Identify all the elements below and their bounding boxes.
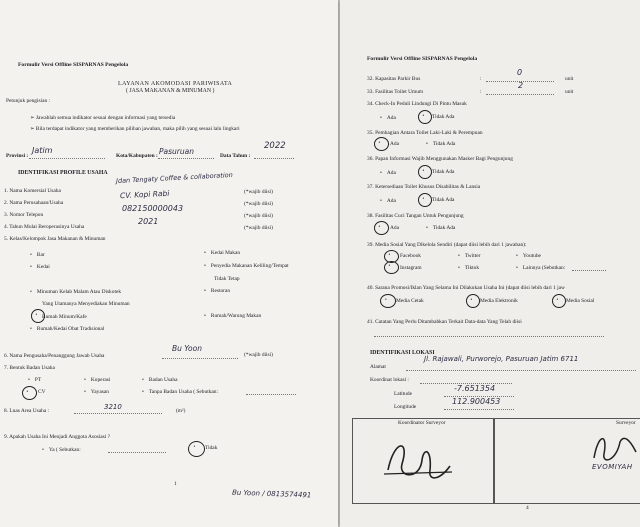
surveyor-name-handwritten: EVOMIYAH [592, 463, 633, 471]
latitude-value[interactable]: -7.651354 [454, 384, 496, 393]
q2-label: 2. Nama Perusahaan/Usaha [4, 200, 64, 206]
q32-label: 32. Kapasitas Parkir Bus [367, 76, 421, 82]
q38-option-ada[interactable]: Ada [390, 225, 399, 231]
bullet-dot: • [388, 264, 391, 269]
selected-circle-mark [418, 110, 432, 124]
q36-option-tidak-ada[interactable]: Tidak Ada [432, 169, 455, 175]
option-bar[interactable]: • Bar [30, 253, 45, 258]
form-page-4 [340, 0, 640, 527]
selected-circle-mark [374, 137, 389, 151]
q1-value[interactable]: Jdan Tengaty Coffee & collaboration [115, 170, 233, 186]
option-tanpa-badan[interactable]: • Tanpa Badan Usaha ( Sebutkan: [142, 390, 218, 395]
form-subtitle: ( JASA MAKANAN & MINUMAN ) [126, 88, 215, 94]
q37-label: 37. Ketersediaan Toilet Khusus Disabilitas & Lansia [367, 184, 481, 190]
colon: : [480, 89, 482, 95]
section-profile-usaha: IDENTIFIKASI PROFILE USAHA [18, 170, 108, 176]
q40-label: 40. Sarana Promosi/Iklan Yang Selama Ini Dilakukan Usaha Ini (dapat diisi lebih dari 1 jaw [367, 285, 565, 291]
q35-label: 35. Pembagian Antara Toilet Laki-Laki & Perempuan [367, 130, 483, 136]
selected-circle-mark [188, 441, 205, 457]
provinsi-value[interactable]: Jatim [32, 146, 53, 155]
q34-label: 34. Check-In Peduli Lindungi Di Pintu Masuk [367, 101, 467, 107]
option-facebook[interactable]: Facebook [400, 253, 421, 259]
q36-option-ada[interactable]: • Ada [380, 171, 396, 176]
bullet-dot: • [378, 225, 381, 230]
q3-label: 3. Nomor Telepon [4, 212, 44, 218]
q1-label: 1. Nama Komersial Usaha [4, 188, 61, 194]
option-kedai-makan[interactable]: • Kedai Makan [204, 251, 240, 256]
q4-value[interactable]: 2021 [138, 217, 159, 226]
q37-option-tidak-ada[interactable]: Tidak Ada [432, 197, 455, 203]
q33-label: 33. Fasilitas Toilet Umum [367, 89, 424, 95]
option-kedai[interactable]: • Kedai [30, 265, 50, 270]
instructions-title: Petunjuk pengisian : [6, 98, 51, 104]
option-tiktok[interactable]: • Tiktok [458, 266, 479, 271]
selected-circle-mark [380, 294, 396, 308]
q6-required: (*wajib diisi) [244, 352, 273, 358]
bullet-dot: • [378, 141, 381, 146]
option-minuman-kelab-cont: Yang Utamanya Menyediakan Minuman [42, 301, 130, 307]
selected-circle-mark [374, 221, 389, 235]
selected-circle-mark [418, 193, 432, 207]
q4-required: (*wajib diisi) [244, 225, 273, 231]
option-cv[interactable]: CV [38, 389, 46, 395]
bullet-dot: • [470, 298, 473, 303]
alamat-value[interactable]: Jl. Rajawali, Purworejo, Pasuruan Jatim 6711 [424, 355, 579, 363]
alamat-label: Alamat [370, 364, 386, 370]
q9-label: 9. Apakah Usaha Ini Menjadi Anggota Asosiasi ? [4, 434, 110, 440]
instruction-2 [30, 127, 240, 132]
surveyor-label: Surveyor [616, 420, 636, 426]
colon: : [480, 76, 482, 82]
option-tidak[interactable]: Tidak [205, 445, 218, 451]
q37-option-ada[interactable]: • Ada [380, 199, 396, 204]
q4-label: 4. Tahun Mulai Beroperasinya Usaha [4, 224, 85, 230]
q35-option-ada[interactable]: Ada [390, 141, 399, 147]
selected-circle-mark [22, 386, 37, 400]
option-penyedia-keliling[interactable]: • Penyedia Makanan Keliling/Tempat [204, 264, 289, 269]
bullet-dot: • [35, 313, 38, 318]
q32-unit: unit [565, 76, 574, 82]
surveyor-signature [590, 428, 640, 468]
option-rumah-warung[interactable]: • Rumah/Warung Makan [204, 314, 261, 319]
q2-value[interactable]: CV. Kopi Rabi [119, 188, 170, 201]
provinsi-label: Provinsi : [6, 153, 29, 159]
bullet-dot: • [556, 298, 559, 303]
q39-label: 39. Media Sosial Yang Dikelola Sendiri (dapat diisi lebih dari 1 jawaban): [367, 242, 527, 248]
q33-value[interactable]: 2 [518, 81, 524, 90]
option-rumah-minum[interactable]: Rumah Minum/Kafe [42, 314, 87, 320]
option-instagram[interactable]: Instagram [400, 265, 422, 271]
tahun-label: Data Tahun : [220, 153, 251, 159]
tahun-value[interactable]: 2022 [264, 141, 286, 151]
q8-value[interactable]: 3210 [104, 403, 122, 411]
section-identifikasi-lokasi: IDENTIFIKASI LOKASI [370, 350, 435, 356]
option-media-cetak[interactable]: Media Cetak [396, 298, 424, 304]
instruction-2-text: Bila terdapat indikator yang memberikan pilihan jawaban, maka pilih yang sesuai lalu lingkari [35, 126, 240, 132]
selected-circle-mark [31, 309, 45, 323]
footer-handwritten-contact: Bu Yoon / 0813574491 [231, 488, 312, 500]
bullet-dot: • [388, 253, 391, 258]
selected-circle-mark [552, 294, 566, 308]
longitude-label: Longitude [394, 404, 417, 410]
option-penyedia-keliling-cont: Tidak Tetap [214, 276, 240, 282]
instruction-1 [30, 116, 175, 121]
q34-option-tidak-ada[interactable]: Tidak Ada [432, 114, 455, 120]
option-youtube[interactable]: • Youtube [516, 254, 541, 259]
option-badan-usaha[interactable]: • Badan Usaha [142, 378, 177, 383]
q38-option-tidak-ada[interactable]: • Tidak Ada [426, 226, 455, 231]
option-lainnya[interactable]: • Lainnya (Sebutkan: [516, 266, 565, 271]
option-rumah-kedai[interactable]: • Rumah/Kedai Obat Tradisional [30, 327, 104, 332]
koordinator-signature [380, 430, 460, 490]
q8-label: 8. Luas Area Usaha : [4, 408, 50, 414]
selected-circle-mark [384, 261, 399, 274]
bullet-dot: • [193, 445, 196, 450]
option-ya[interactable]: • Ya ( Sebutkan: [42, 448, 81, 453]
selected-circle-mark [466, 294, 480, 308]
q5-label: 5. Kelas/Kelompok Jasa Makanan & Minuman [4, 236, 106, 242]
option-minuman-kelab[interactable]: • Minuman Kelab Malam Atau Diskotek [30, 290, 121, 295]
q36-label: 36. Papan Informasi Wajib Menggunakan Masker Bagi Pengunjung [367, 156, 513, 162]
q8-unit: (m²) [176, 408, 186, 414]
form-title: LAYANAN AKOMODASI PARIWISATA [118, 81, 233, 87]
bullet-dot: • [422, 114, 425, 119]
instruction-1-text: Jawablah semua indikator sesuai dengan informasi yang tersedia [35, 115, 176, 121]
selected-circle-mark [418, 165, 432, 179]
q32-value[interactable]: 0 [517, 68, 523, 77]
bullet-dot: • [26, 390, 29, 395]
option-media-sosial[interactable]: Media Sosial [566, 298, 595, 304]
page-number: 4 [526, 505, 529, 511]
kota-label: Kota/Kabupaten : [116, 153, 158, 159]
option-yayasan[interactable]: • Yayasan [84, 390, 109, 395]
koordinator-label: Koordinator Surveyor [398, 420, 446, 426]
arrow-icon: ➢ [30, 115, 36, 121]
q3-required: (*wajib diisi) [244, 213, 273, 219]
q6-label: 6. Nama Pengusaha/Penanggung Jawab Usaha [4, 353, 105, 359]
bullet-dot: • [385, 298, 387, 303]
option-pt[interactable]: • PT [28, 378, 41, 383]
option-media-elektronik[interactable]: Media Elektronik [480, 298, 518, 304]
bullet-dot: • [422, 169, 425, 174]
page-number: 1 [174, 481, 177, 487]
q1-required: (*wajib diisi) [244, 189, 273, 195]
kota-value[interactable]: Pasuruan [159, 147, 194, 156]
q33-unit: unit [565, 89, 574, 95]
form-header: Formulir Versi Offline SISPARNAS Pengelola [18, 62, 129, 68]
q7-label: 7. Bentuk Badan Usaha [4, 365, 55, 371]
arrow-icon: ➢ [30, 126, 36, 132]
q3-value[interactable]: 082150000043 [122, 204, 184, 213]
longitude-value[interactable]: 112.900453 [452, 397, 501, 406]
form-header: Formulir Versi Offline SISPARNAS Pengelola [367, 56, 478, 62]
q38-label: 38. Fasilitas Cuci Tangan Untuk Pengunjung [367, 213, 464, 219]
option-twitter[interactable]: • Twitter [458, 254, 480, 259]
bullet-dot: • [422, 197, 425, 202]
q34-option-ada[interactable]: • Ada [380, 116, 396, 121]
koordinat-label: Koordinat lokasi : [370, 377, 409, 383]
q35-option-tidak-ada[interactable]: • Tidak Ada [426, 142, 455, 147]
option-restoran[interactable]: • Restoran [204, 289, 230, 294]
option-koperasi[interactable]: • Koperasi [84, 378, 110, 383]
latitude-label: Latitude [394, 391, 412, 397]
q2-required: (*wajib diisi) [244, 201, 273, 207]
q6-value[interactable]: Bu Yoon [172, 344, 202, 353]
q41-label: 41. Catatan Yang Perlu Ditambahkan Terkait Data-data Yang Telah diisi [367, 319, 522, 325]
